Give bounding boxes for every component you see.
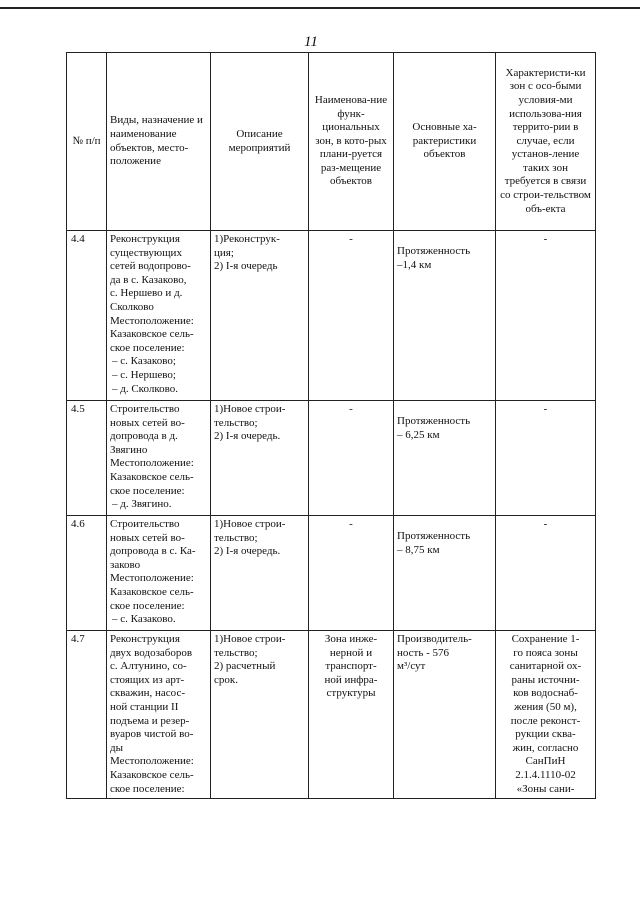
row-object: Строительство новых сетей во- допровода в д. Звягино Местоположение: Казаковское сель- ское поселение: – д. Звягино. <box>107 401 211 516</box>
header-num: № п/п <box>67 53 107 231</box>
table-row <box>67 231 596 401</box>
row-special-zones: - <box>496 231 596 401</box>
table-row <box>67 401 596 516</box>
row-characteristics: Производитель- ность - 576 м³/сут <box>394 631 496 799</box>
row-measures: 1)Новое строи- тельство; 2) I-я очередь. <box>211 401 309 516</box>
row-special-zones: Сохранение 1- го пояса зоны санитарной ох- раны источни- ков водоснаб- жения (50 м), после реконст- рукции сква- жин, согласно СанПиН 2.1.4.1110-02 «Зоны сани- <box>496 631 596 799</box>
row-characteristics: Протяженность – 6,25 км <box>394 401 496 516</box>
row-measures: 1)Новое строи- тельство; 2) расчетный срок. <box>211 631 309 799</box>
header-special-zones: Характеристи-ки зон с осо-быми условия-ми использова-ния террито-рии в случае, если установ-ление таких зон требуется в связи со строи-тельством объ-екта <box>496 53 596 231</box>
row-num: 4.7 <box>67 631 107 799</box>
row-num: 4.5 <box>67 401 107 516</box>
row-zones: - <box>309 231 394 401</box>
table-row <box>67 516 596 631</box>
top-border-line <box>0 7 640 9</box>
table-row <box>67 631 596 799</box>
row-characteristics: Протяженность –1,4 км <box>394 231 496 401</box>
row-object: Реконструкция существующих сетей водопрово- да в с. Казаково, с. Нершево и д. Сколково Местоположение: Казаковское сель- ское поселение: – с. Казаково; – с. Нершево; – д. Сколково. <box>107 231 211 401</box>
row-object: Реконструкция двух водозаборов с. Алтунино, со- стоящих из арт- скважин, насос- ной станции II подъема и резер- вуаров чистой во- ды Местоположение: Казаковское сель- ское поселение: <box>107 631 211 799</box>
header-zones: Наименова-ние функ-циональных зон, в кото-рых плани-руется раз-мещение объектов <box>309 53 394 231</box>
row-zones: - <box>309 401 394 516</box>
row-measures: 1)Новое строи- тельство; 2) I-я очередь. <box>211 516 309 631</box>
row-characteristics: Протяженность – 8,75 км <box>394 516 496 631</box>
page-number: 11 <box>304 34 318 50</box>
objects-table <box>66 52 596 799</box>
header-characteristics: Основные ха-рактеристики объектов <box>394 53 496 231</box>
row-zones: - <box>309 516 394 631</box>
row-num: 4.4 <box>67 231 107 401</box>
header-object: Виды, назначение и наименование объектов, место-положение <box>107 53 211 231</box>
row-zones: Зона инже- нерной и транспорт- ной инфра- структуры <box>309 631 394 799</box>
table-header-row <box>67 53 596 231</box>
header-measures: Описание мероприятий <box>211 53 309 231</box>
row-measures: 1)Реконструк- ция; 2) I-я очередь <box>211 231 309 401</box>
row-special-zones: - <box>496 401 596 516</box>
row-object: Строительство новых сетей во- допровода в с. Ка- заково Местоположение: Казаковское сель- ское поселение: – с. Казаково. <box>107 516 211 631</box>
row-special-zones: - <box>496 516 596 631</box>
row-num: 4.6 <box>67 516 107 631</box>
